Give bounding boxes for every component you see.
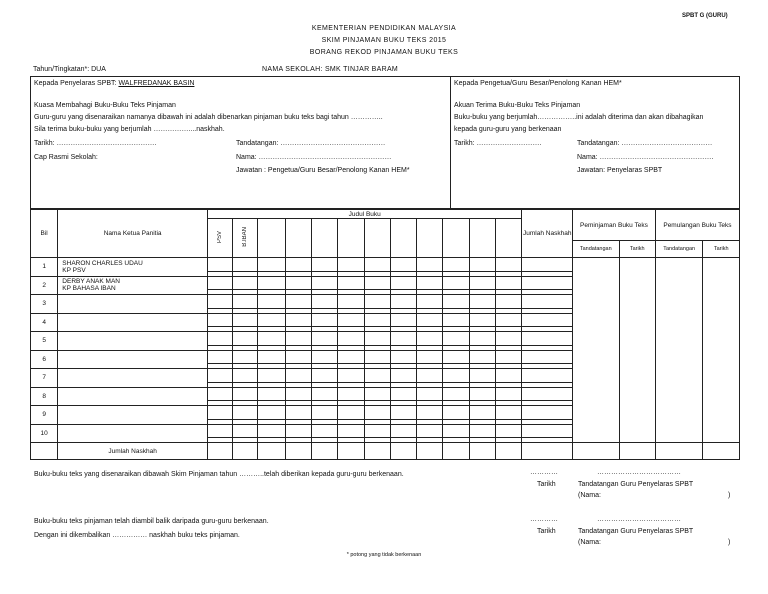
book-cell xyxy=(390,313,416,332)
left-tarikh: Tarikh: ……………………………………. xyxy=(34,140,157,147)
book-cell xyxy=(364,332,390,351)
footer-tarikh-2: Tarikh xyxy=(537,528,556,535)
right-nama: Nama: …………………………………………. xyxy=(577,154,714,161)
header-scheme: SKIM PINJAMAN BUKU TEKS 2015 xyxy=(321,37,447,44)
footer-nama-1: (Nama: xyxy=(578,492,601,499)
book-cell xyxy=(469,276,495,295)
book-cell xyxy=(417,406,443,425)
book-cell xyxy=(364,313,390,332)
book-cell xyxy=(338,369,364,388)
book-cell xyxy=(312,295,338,314)
book-cell xyxy=(338,406,364,425)
book-cell xyxy=(390,406,416,425)
book-cell xyxy=(364,295,390,314)
book-cell xyxy=(417,369,443,388)
footer-dots-date-2: ………… xyxy=(530,516,558,523)
book-cell xyxy=(285,313,311,332)
akuan-line: Buku-buku yang berjumlah……………..ini adalah diterima dan akan dibahagikan xyxy=(454,114,704,121)
book-cell xyxy=(364,369,390,388)
table-row xyxy=(31,313,740,332)
book-cell xyxy=(443,406,469,425)
row-jumlah xyxy=(522,387,573,406)
header-nama-ketua-panitia: Nama Ketua Panitia xyxy=(58,210,208,258)
signature-cell xyxy=(655,406,703,425)
book-cell xyxy=(312,276,338,295)
loan-record-table xyxy=(30,209,740,460)
row-jumlah xyxy=(522,276,573,295)
row-jumlah xyxy=(522,424,573,443)
book-cell xyxy=(443,387,469,406)
footer-close-2: ) xyxy=(728,539,731,546)
book-cell xyxy=(233,258,258,277)
row-jumlah xyxy=(522,332,573,351)
book-cell xyxy=(469,332,495,351)
signature-cell xyxy=(703,369,740,388)
book-cell xyxy=(207,350,232,369)
signature-cell xyxy=(655,332,703,351)
signature-cell xyxy=(655,387,703,406)
book-cell xyxy=(338,350,364,369)
book-cell xyxy=(469,350,495,369)
book-cell xyxy=(207,406,232,425)
book-cell xyxy=(417,350,443,369)
book-cell xyxy=(443,332,469,351)
footer-sig-label-2: Tandatangan Guru Penyelaras SPBT xyxy=(578,528,694,535)
akuan-heading: Akuan Terima Buku-Buku Teks Pinjaman xyxy=(454,102,581,109)
signature-cell xyxy=(619,406,655,425)
signature-cell xyxy=(703,276,740,295)
book-cell xyxy=(390,295,416,314)
book-cell xyxy=(233,276,258,295)
book-cell xyxy=(390,387,416,406)
book-cell xyxy=(496,387,522,406)
signature-cell xyxy=(619,276,655,295)
row-nama-ketua-panitia: SHARON CHARLES UDAU KP PSV xyxy=(58,258,208,277)
signature-cell xyxy=(703,406,740,425)
signature-cell xyxy=(655,295,703,314)
signature-cell xyxy=(573,295,620,314)
book-cell xyxy=(417,387,443,406)
row-bil: 2 xyxy=(31,276,58,295)
book-cell xyxy=(285,258,311,277)
book-cell xyxy=(285,332,311,351)
row-jumlah xyxy=(522,369,573,388)
book-cell xyxy=(207,258,232,277)
book-cell xyxy=(496,424,522,443)
book-cell xyxy=(496,313,522,332)
book-cell xyxy=(496,406,522,425)
footer-sig-label-1: Tandatangan Guru Penyelaras SPBT xyxy=(578,481,694,488)
book-cell xyxy=(469,295,495,314)
book-cell xyxy=(364,387,390,406)
kepada-label: Kepada Penyelaras SPBT: xyxy=(34,80,119,87)
book-cell xyxy=(390,258,416,277)
received-count-line: Sila terima buku-buku yang berjumlah ……………....naskhah. xyxy=(34,126,225,133)
book-cell xyxy=(364,276,390,295)
book-cell xyxy=(469,424,495,443)
table-row xyxy=(31,406,740,425)
row-nama-ketua-panitia xyxy=(58,406,208,425)
book-cell xyxy=(312,369,338,388)
row-nama-ketua-panitia xyxy=(58,313,208,332)
book-cell xyxy=(312,406,338,425)
book-cell xyxy=(233,332,258,351)
signature-cell xyxy=(703,332,740,351)
header-jumlah-naskhah: Jumlah Naskhah xyxy=(522,210,573,258)
right-tarikh: Tarikh: ………………………. xyxy=(454,140,542,147)
form-code: SPBT G (GURU) xyxy=(682,13,728,19)
book-cell xyxy=(338,387,364,406)
signature-cell xyxy=(703,424,740,443)
book-cell xyxy=(469,406,495,425)
signature-cell xyxy=(619,313,655,332)
footer-note-returned: Buku-buku teks pinjaman telah diambil balik daripada guru-guru berkenaan. xyxy=(34,518,269,525)
header-bil: Bil xyxy=(31,210,58,258)
footer-note-count: Dengan ini dikembalikan …………… naskhah buku teks pinjaman. xyxy=(34,532,240,539)
signature-cell xyxy=(703,313,740,332)
sub-tarikh-pulang: Tarikh xyxy=(703,241,740,258)
row-jumlah xyxy=(522,295,573,314)
signature-cell xyxy=(703,295,740,314)
right-kepada: Kepada Pengetua/Guru Besar/Penolong Kanan HEM* xyxy=(454,80,622,87)
book-cell xyxy=(258,406,285,425)
sub-tandatangan-pulang: Tandatangan xyxy=(655,241,703,258)
signature-cell xyxy=(619,350,655,369)
book-cell xyxy=(443,276,469,295)
header-peminjaman: Peminjaman Buku Teks xyxy=(573,210,656,241)
left-jawatan: Jawatan : Pengetua/Guru Besar/Penolong Kanan HEM* xyxy=(236,167,410,174)
table-row xyxy=(31,369,740,388)
book-cell xyxy=(233,387,258,406)
signature-cell xyxy=(703,387,740,406)
book-cell xyxy=(233,295,258,314)
book-biban-header: B.IBAN xyxy=(242,227,249,247)
header-judul-buku: Judul Buku xyxy=(207,210,522,219)
row-nama-ketua-panitia xyxy=(58,350,208,369)
book-cell xyxy=(338,332,364,351)
right-jawatan: Jawatan: Penyelaras SPBT xyxy=(577,167,663,174)
book-cell xyxy=(285,424,311,443)
book-cell xyxy=(496,332,522,351)
row-bil: 4 xyxy=(31,313,58,332)
penyelaras-name: WALFREDANAK BASIN xyxy=(118,80,195,87)
book-cell xyxy=(443,424,469,443)
jumlah-naskhah-total-label: Jumlah Naskhah xyxy=(58,443,208,460)
book-cell xyxy=(312,424,338,443)
book-cell xyxy=(338,258,364,277)
book-cell xyxy=(285,350,311,369)
book-cell xyxy=(207,369,232,388)
book-cell xyxy=(207,387,232,406)
row-nama-ketua-panitia: DERBY ANAK MAN KP BAHASA IBAN xyxy=(58,276,208,295)
school-name: NAMA SEKOLAH: SMK TINJAR BARAM xyxy=(262,66,399,73)
akuan-line-2: kepada guru-guru yang berkenaan xyxy=(454,126,562,133)
signature-cell xyxy=(619,258,655,277)
signature-cell xyxy=(573,332,620,351)
book-cell xyxy=(207,332,232,351)
signature-cell xyxy=(703,350,740,369)
row-jumlah xyxy=(522,258,573,277)
book-cell xyxy=(207,424,232,443)
book-cell xyxy=(443,313,469,332)
book-cell xyxy=(364,258,390,277)
signature-cell xyxy=(573,313,620,332)
signature-cell xyxy=(573,406,620,425)
book-cell xyxy=(285,276,311,295)
authorisation-line: Guru-guru yang disenaraikan namanya dibawah ini adalah dibenarkan pinjaman buku teks bagi tahun ………….. xyxy=(34,114,383,121)
table-row xyxy=(31,350,740,369)
row-nama-ketua-panitia xyxy=(58,295,208,314)
book-cell xyxy=(390,332,416,351)
book-cell xyxy=(338,295,364,314)
book-cell xyxy=(312,313,338,332)
book-cell xyxy=(496,369,522,388)
sub-tandatangan-pinjam: Tandatangan xyxy=(573,241,620,258)
book-cell xyxy=(469,369,495,388)
book-cell xyxy=(285,406,311,425)
book-cell xyxy=(258,295,285,314)
row-jumlah xyxy=(522,313,573,332)
book-cell xyxy=(312,387,338,406)
book-cell xyxy=(285,369,311,388)
book-cell xyxy=(233,424,258,443)
footer-close-1: ) xyxy=(728,492,731,499)
row-jumlah xyxy=(522,406,573,425)
book-cell xyxy=(207,295,232,314)
signature-cell xyxy=(573,387,620,406)
left-tandatangan: Tandatangan: ……………………………………… xyxy=(236,140,386,147)
row-bil: 6 xyxy=(31,350,58,369)
book-cell xyxy=(496,258,522,277)
book-cell xyxy=(233,313,258,332)
book-cell xyxy=(496,350,522,369)
signature-cell xyxy=(655,276,703,295)
book-cell xyxy=(338,276,364,295)
book-cell xyxy=(417,332,443,351)
header-ministry: KEMENTERIAN PENDIDIKAN MALAYSIA xyxy=(311,25,457,32)
book-cell xyxy=(496,276,522,295)
book-cell xyxy=(443,258,469,277)
book-cell xyxy=(233,350,258,369)
book-cell xyxy=(364,350,390,369)
signature-cell xyxy=(703,258,740,277)
footer-dots-date-1: ………… xyxy=(530,469,558,476)
signature-cell xyxy=(573,350,620,369)
book-cell xyxy=(417,424,443,443)
book-cell xyxy=(312,350,338,369)
book-cell xyxy=(258,258,285,277)
footer-tarikh-1: Tarikh xyxy=(537,481,556,488)
book-cell xyxy=(233,406,258,425)
book-cell xyxy=(443,369,469,388)
book-cell xyxy=(496,295,522,314)
book-cell xyxy=(233,369,258,388)
book-cell xyxy=(285,295,311,314)
row-bil: 1 xyxy=(31,258,58,277)
row-bil: 9 xyxy=(31,406,58,425)
signature-cell xyxy=(655,424,703,443)
signature-cell xyxy=(619,387,655,406)
book-cell xyxy=(390,350,416,369)
table-row xyxy=(31,258,740,277)
left-nama: Nama: ………………………………………………… xyxy=(236,154,392,161)
row-nama-ketua-panitia xyxy=(58,387,208,406)
book-cell xyxy=(364,424,390,443)
table-row xyxy=(31,424,740,443)
book-cell xyxy=(390,276,416,295)
signature-cell xyxy=(619,295,655,314)
row-bil: 8 xyxy=(31,387,58,406)
book-cell xyxy=(338,313,364,332)
right-tandatangan: Tandatangan: ………………………………… xyxy=(577,140,713,147)
kuasa-heading: Kuasa Membahagi Buku-Buku Teks Pinjaman xyxy=(34,102,176,109)
book-cell xyxy=(443,295,469,314)
footer-sig-dots-1: ……………………………… xyxy=(597,469,681,476)
book-cell xyxy=(207,276,232,295)
signature-cell xyxy=(619,332,655,351)
book-psv-header: PSV xyxy=(217,230,224,243)
row-nama-ketua-panitia xyxy=(58,424,208,443)
row-bil: 7 xyxy=(31,369,58,388)
footer-sig-dots-2: ……………………………… xyxy=(597,516,681,523)
book-cell xyxy=(417,276,443,295)
book-cell xyxy=(258,313,285,332)
signature-cell xyxy=(655,350,703,369)
kepada-penyelaras xyxy=(34,80,194,87)
signature-cell xyxy=(655,313,703,332)
signature-cell xyxy=(573,276,620,295)
table-row xyxy=(31,387,740,406)
panel-divider xyxy=(450,76,451,209)
book-cell xyxy=(390,424,416,443)
book-cell xyxy=(469,258,495,277)
book-cell xyxy=(312,258,338,277)
signature-cell xyxy=(619,369,655,388)
header-form-title: BORANG REKOD PINJAMAN BUKU TEKS xyxy=(309,49,459,56)
book-cell xyxy=(469,387,495,406)
row-bil: 5 xyxy=(31,332,58,351)
signature-cell xyxy=(573,424,620,443)
book-cell xyxy=(207,313,232,332)
footer-note-issued: Buku-buku teks yang disenaraikan dibawah Skim Pinjaman tahun ………..telah diberikan kepada guru-guru berkenaan. xyxy=(34,471,404,478)
book-cell xyxy=(258,369,285,388)
book-cell xyxy=(443,350,469,369)
signature-cell xyxy=(573,258,620,277)
table-row xyxy=(31,295,740,314)
book-cell xyxy=(258,424,285,443)
book-cell xyxy=(364,406,390,425)
book-cell xyxy=(285,387,311,406)
signature-cell xyxy=(655,369,703,388)
signature-cell xyxy=(573,369,620,388)
sub-tarikh-pinjam: Tarikh xyxy=(619,241,655,258)
book-cell xyxy=(258,350,285,369)
book-cell xyxy=(417,258,443,277)
book-cell xyxy=(390,369,416,388)
row-nama-ketua-panitia xyxy=(58,332,208,351)
footer-nama-2: (Nama: xyxy=(578,539,601,546)
book-cell xyxy=(258,276,285,295)
row-bil: 10 xyxy=(31,424,58,443)
tahun-tingkatan: Tahun/Tingkatan*: DUA xyxy=(33,66,106,73)
book-cell xyxy=(417,313,443,332)
row-jumlah xyxy=(522,350,573,369)
signature-cell xyxy=(655,258,703,277)
footnote: * potong yang tidak berkenaan xyxy=(346,552,422,558)
table-row xyxy=(31,332,740,351)
book-cell xyxy=(417,295,443,314)
row-bil: 3 xyxy=(31,295,58,314)
signature-cell xyxy=(619,424,655,443)
header-pemulangan: Pemulangan Buku Teks xyxy=(655,210,739,241)
book-cell xyxy=(258,387,285,406)
book-cell xyxy=(258,332,285,351)
book-cell xyxy=(469,313,495,332)
row-nama-ketua-panitia xyxy=(58,369,208,388)
book-cell xyxy=(338,424,364,443)
book-cell xyxy=(312,332,338,351)
cap-rasmi: Cap Rasmi Sekolah: xyxy=(34,154,98,161)
table-row xyxy=(31,276,740,295)
